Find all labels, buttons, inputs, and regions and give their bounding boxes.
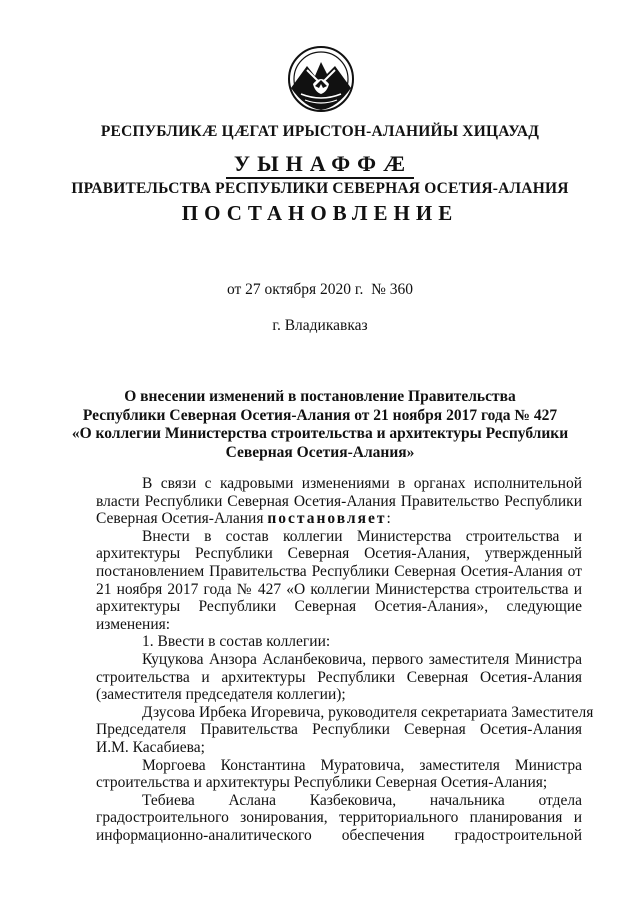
body-line: В связи с кадровыми изменениями в органах исполнительной (142, 475, 582, 492)
paragraph-preamble (96, 475, 582, 528)
document-date-number: от 27 октября 2020 г. № 360 (226, 281, 413, 298)
body-line-resolves (96, 510, 582, 528)
republic-name-ossetian: РЕСПУБЛИКӔ ЦӔГАТ ИРЫСТОН-АЛАНИЙЫ ХИЦАУАД (100, 123, 540, 140)
body-line: архитектуры Республики Северная Осетия-Алания, утвержденный (96, 545, 582, 563)
paragraph-member-dzusov (96, 703, 594, 757)
body-line: градостроительного зонирования, территориального планирования и (96, 809, 582, 827)
body-line: Председателя Правительства Республики Северная Осетия-Алания (96, 721, 582, 739)
body-line: изменения: (96, 615, 171, 633)
title-line: «О коллегии Министерства строительства и архитектуры Республики (71, 425, 569, 442)
paragraph-member-tebiev (96, 792, 582, 845)
body-line: Моргоева Константина Муратовича, заместителя Министра (142, 756, 582, 774)
body-line: 21 ноября 2017 года № 427 «О коллегии Министерства строительства и (96, 580, 582, 598)
body-line: информационно-аналитического обеспечения градостроительной (96, 826, 582, 844)
paragraph-member-morgoev (96, 757, 582, 792)
document-title (0, 388, 640, 462)
document-city: г. Владикавказ (272, 317, 368, 334)
body-text: Северная Осетия-Алания (96, 510, 268, 528)
unaffae-text: УЫНАФФӔ (226, 152, 414, 179)
body-line: власти Республики Северная Осетия-Алания Правительство Республики (96, 492, 582, 510)
document-body (96, 475, 594, 844)
body-line: Тебиева Аслана Казбековича, начальника отдела (142, 791, 582, 809)
postanovlenie-heading: ПОСТАНОВЛЕНИЕ (181, 201, 459, 225)
coat-of-arms-icon (287, 44, 355, 114)
body-text: : (386, 510, 391, 528)
government-name-russian: ПРАВИТЕЛЬСТВА РЕСПУБЛИКИ СЕВЕРНАЯ ОСЕТИЯ-АЛАНИЯ (71, 180, 569, 197)
resolves-keyword: постановляет (267, 510, 387, 528)
body-line: (заместителя председателя коллегии); (96, 686, 346, 704)
unaffae-heading (0, 151, 640, 179)
paragraph-item-1 (96, 633, 582, 651)
paragraph-member-kutsukov (96, 651, 582, 704)
body-line: Внести в состав коллегии Министерства строительства и (142, 527, 582, 545)
body-line: И.М. Касабиева; (96, 738, 205, 756)
body-line: строительства и архитектуры Республики Северная Осетия-Алания; (96, 774, 548, 792)
body-line: архитектуры Республики Северная Осетия-Алания», следующие (96, 598, 582, 616)
body-line: постановлением Правительства Республики Северная Осетия-Алания от (96, 562, 582, 580)
body-line: 1. Ввести в состав коллегии: (142, 633, 331, 651)
body-line: строительства и архитектуры Республики Северная Осетия-Алания (96, 668, 582, 686)
title-line: О внесении изменений в постановление Правительства (124, 388, 516, 405)
paragraph-amendment (96, 528, 582, 634)
body-line: Дзусова Ирбека Игоревича, руководителя секретариата Заместителя (142, 703, 594, 721)
body-line: Куцукова Анзора Асланбековича, первого заместителя Министра (142, 650, 582, 668)
title-line: Республики Северная Осетия-Алания от 21 ноября 2017 года № 427 (82, 406, 558, 424)
title-line: Северная Осетия-Алания» (225, 443, 415, 461)
